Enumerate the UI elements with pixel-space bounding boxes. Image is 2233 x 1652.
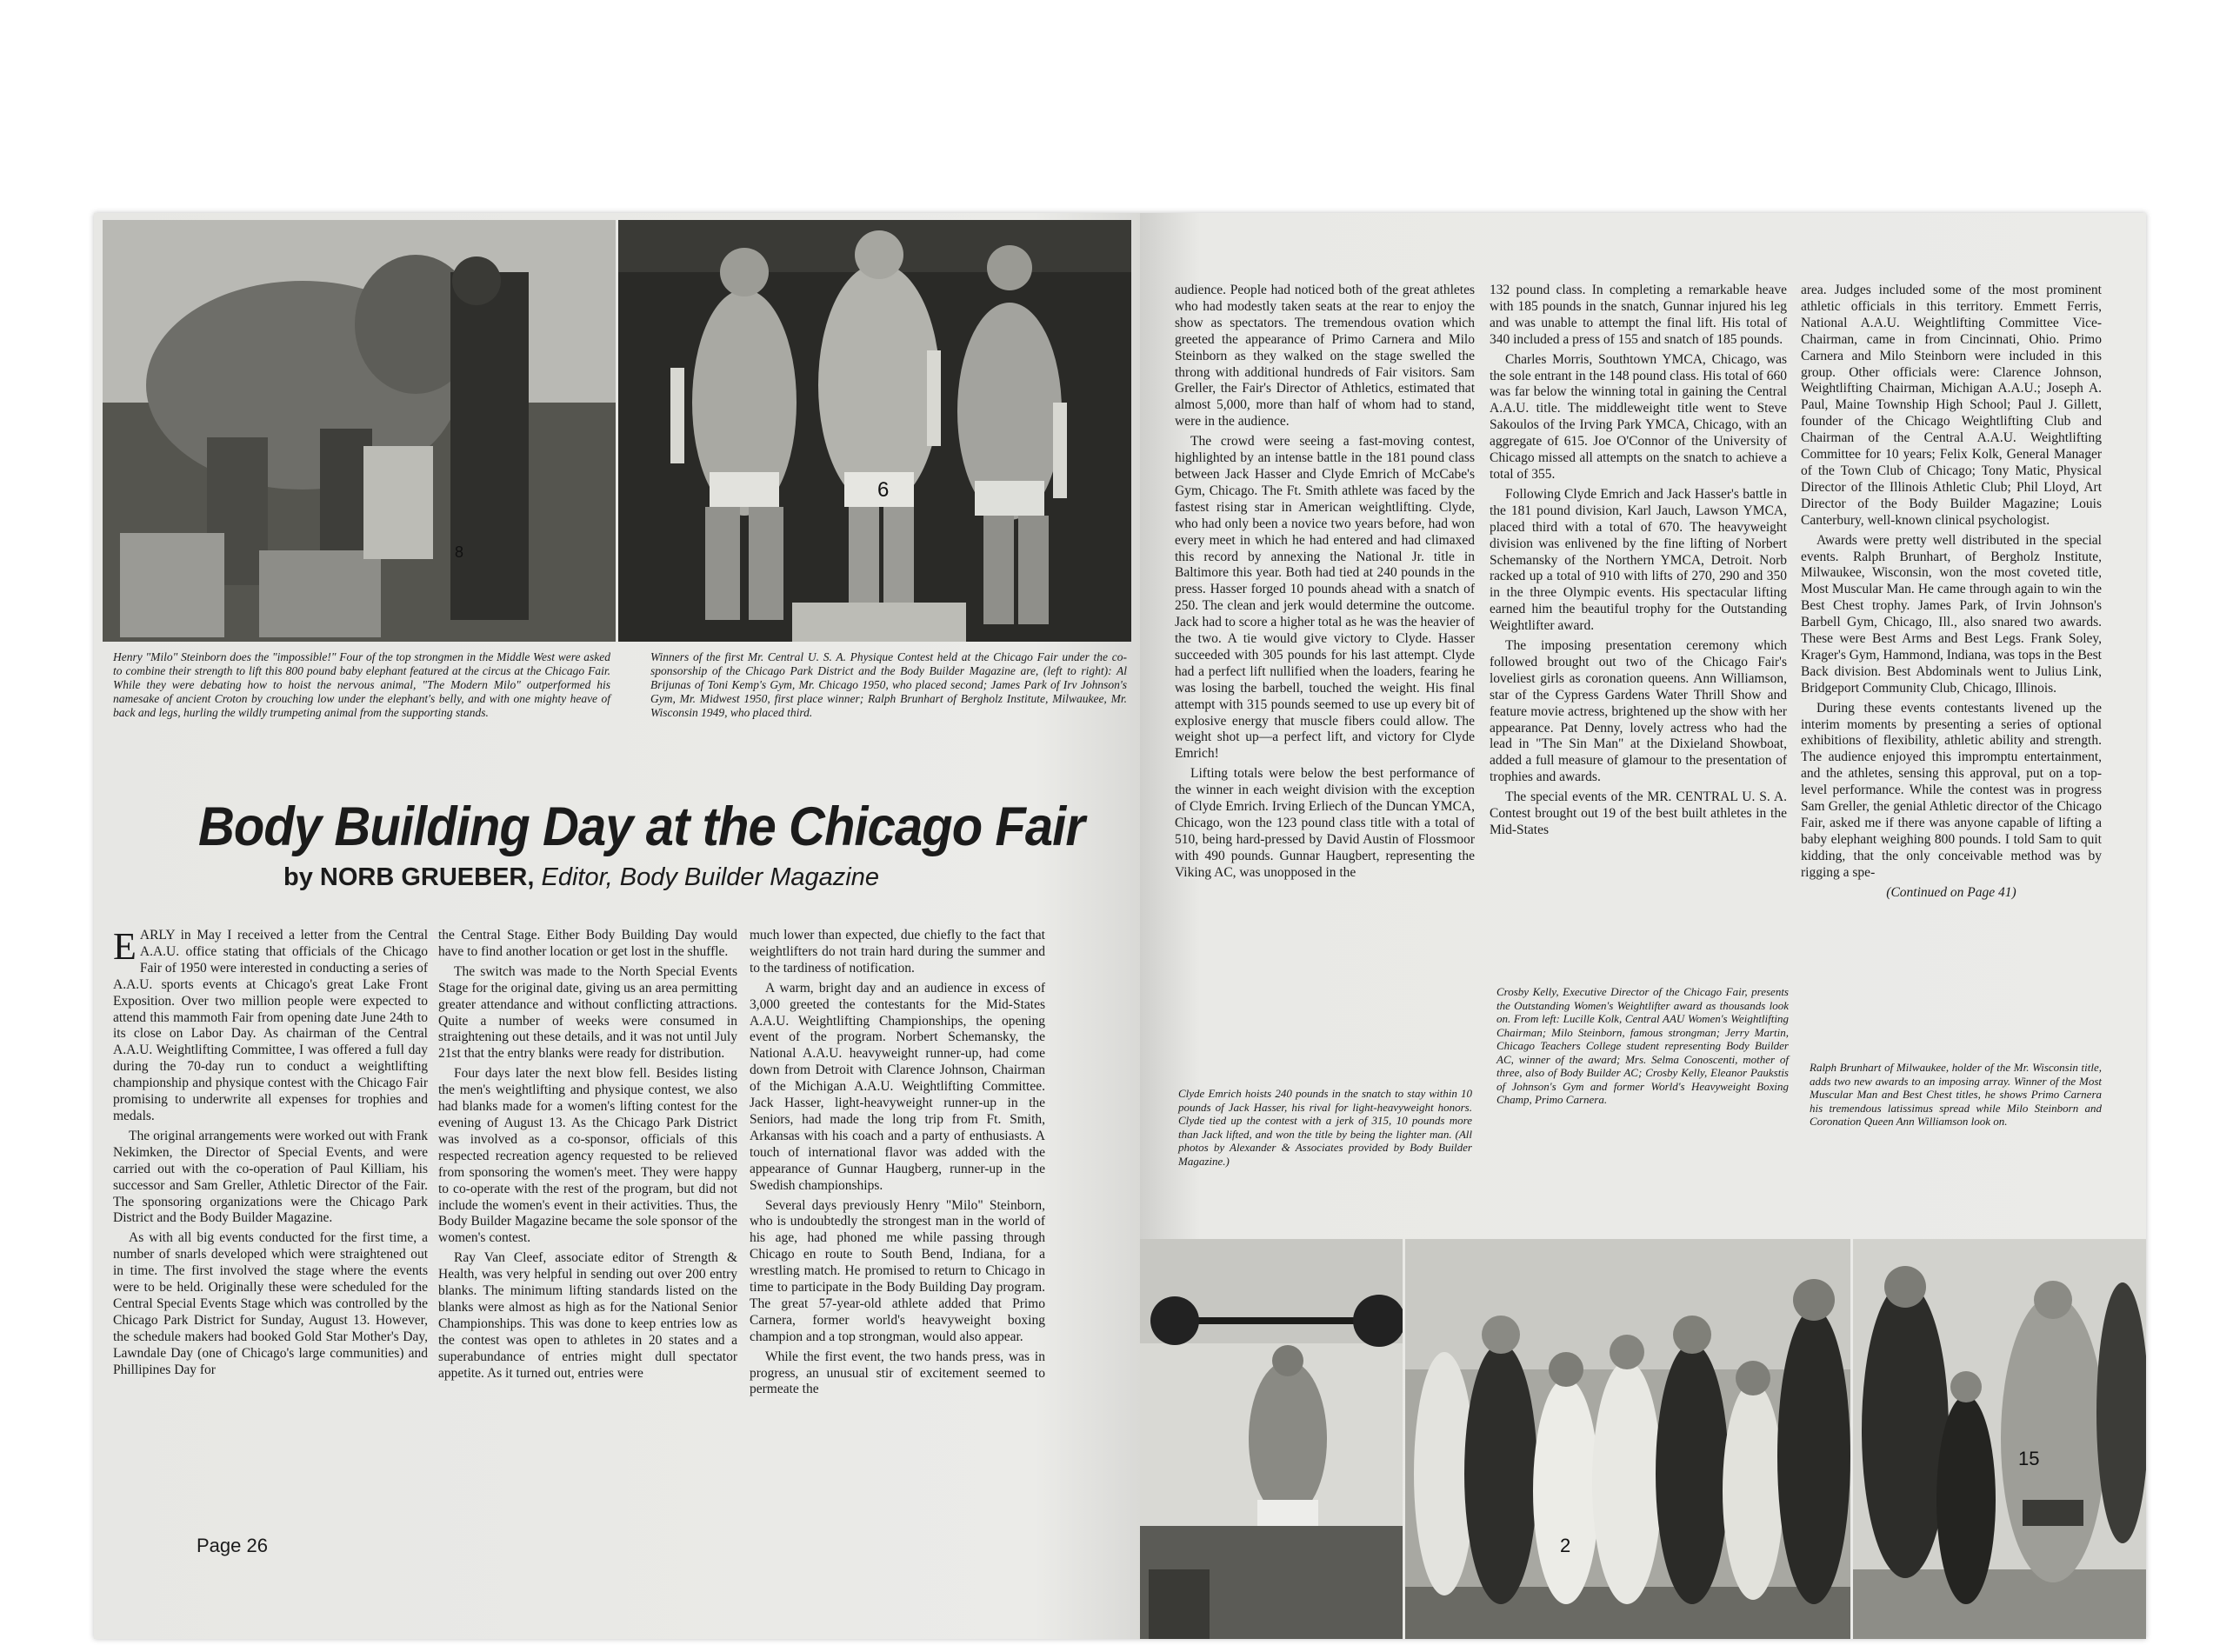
- paragraph: much lower than expected, due chiefly to the fact that weightlifters do not train hard during the summer and to the tardiness of notification.: [750, 928, 1045, 976]
- paragraph: the Central Stage. Either Body Building Day would have to find another location or get lost in the shuffle.: [438, 928, 737, 959]
- physique-winners-photo: [618, 220, 1131, 642]
- article-column-6: [1801, 283, 2102, 905]
- paragraph: Several days previously Henry "Milo" Steinborn, who is undoubtedly the strongest man in the world of his age, had phoned me while passing through Chicago en route to South Bend, Indiana, for a wrestling match. He promised to return to Chicago in time to participate in the Body Building Day program. The great 57-year-old athlete added that Primo Carnera, former world's heavyweight boxing champion and a top strongman, would also appear.: [750, 1197, 1045, 1344]
- byline-role: Editor, Body Builder Magazine: [541, 863, 879, 891]
- paragraph: The imposing presentation ceremony which followed brought out two of the Chicago Fair's loveliest girls as coronation queens. Ann Williamson, star of the Cypress Gardens Water Thrill Show and feature movie actress, brightened up the show with her appearance. Pat Denny, lovely actress who had the lead in "The Sin Man" at the Dixieland Showboat, added a full measure of glamour to the presentation of trophies and awards.: [1490, 638, 1787, 785]
- article-headline: Body Building Day at the Chicago Fair: [198, 796, 1085, 857]
- award-photo-caption: Crosby Kelly, Executive Director of the Chicago Fair, presents the Outstanding Women's Weightlifter award as thousands look on. From left: Lucille Kolk, Central AAU Women's Weightlifting Chairman; Milo Steinborn, famous strongman; Jerry Martin, Chicago Teachers College student representing Body Builder AC, winner of the award; Mrs. Selma Conoscenti, mother of three, also of Body Builder AC; Crosby Kelly, Eleanor Paukstis of Johnson's Gym and former World's Heavyweight Boxing Champ, Primo Carnera.: [1496, 985, 1789, 1106]
- paragraph: audience. People had noticed both of the great athletes who had modestly taken seats at the rear to enjoy the show as spectators. The tremendous ovation which greeted the appearance of Primo Carnera and Milo Steinborn as they walked on the stage swelled the throng with additional hundreds of Fair visitors. Sam Greller, the Fair's Director of Athletics, estimated that almost 5,000, more than half of whom had to stand, were in the audience.: [1175, 283, 1475, 430]
- paragraph: Ray Van Cleef, associate editor of Strength & Health, was very helpful in sending out over 200 entry blanks. The minimum lifting standards listed on the blanks were almost as high as for the National Senior Championships. This was done to keep entries low as the contest was open to athletes in 20 states and a superabundance of entries might dull spectator appetite. As it turned out, entries were: [438, 1250, 737, 1381]
- paragraph: As with all big events conducted for the first time, a number of snarls developed which were straightened out in time. The first involved the stage where the events were to be held. Originally these were scheduled for the Central Special Events Stage which was controlled by the Chicago Park District for Sunday, August 13. However, the schedule makers had booked Gold Star Mother's Day, Lawndale Day (one of Chicago's large communities) and Phillipines Day for: [113, 1230, 428, 1377]
- paragraph: ARLY in May I received a letter from the Central A.A.U. office stating that officials of the Chicago Fair of 1950 were interested in conducting a series of A.A.U. sports events at Chicago's great Lake Front Exposition. Over two million people were expected to attend this mammoth Fair from opening date June 24th to its close on Labor Day. As chairman of the Central A.A.U. Weightlifting Committee, I was offered a full day during the 70-day run to conduct a weightlifting championship and physique contest with the Chicago Fair promising to underwrite all expenses for trophies and medals.: [113, 928, 428, 1123]
- paragraph: Awards were pretty well distributed in the special events. Ralph Brunhart, of Bergholz Institute, Milwaukee, Wisconsin, won the most coveted title, Most Muscular Man. He came through again to win the Best Chest trophy. James Park, of Irvin Johnson's Barbell Gym, Chicago, Ill., also snared two awards. These were Best Arms and Best Legs. Frank Soley, Krager's Gym, Hammond, Indiana, was tops in the Best Back division. Best Abdominals went to Julius Link, Bridgeport Community Club, Chicago, Illinois.: [1801, 532, 2102, 696]
- drop-cap: E: [113, 925, 137, 968]
- paragraph: Charles Morris, Southtown YMCA, Chicago, was the sole entrant in the 148 pound class. His total of 660 was far below the winning total in gaining the Central A.A.U. title. The middleweight title went to Steve Sakoulos of the Irving Park YMCA, Chicago, with an aggregate of 615. Joe O'Connor of the University of Chicago missed all attempts on the snatch to achieve a total of 355.: [1490, 351, 1787, 482]
- article-column-3: [750, 928, 1045, 1402]
- article-column-1: [113, 925, 428, 1382]
- paragraph: While the first event, the two hands press, was in progress, an unusual stir of excitement seemed to permeate the: [750, 1349, 1045, 1397]
- paragraph: During these events contestants livened up the interim moments by presenting a series of optional exhibitions of flexibility, athletic ability and strength. The audience enjoyed this impromptu entertainment, and the athletes, sensing this approval, put on a top-level performance. While the contest was in progress Sam Greller, the genial Athletic director of the Chicago Fair, asked me if there was anyone capable of lifting a baby elephant weighing 800 pounds. I told Sam to quit kidding, that the only conceivable method was by rigging a spe-: [1801, 700, 2102, 880]
- paragraph: Lifting totals were below the best performance of the winner in each weight division with the exception of Clyde Emrich. Irving Erliech of the Duncan YMCA, Chicago, won the 123 pound class title with a total of 510, being hard-pressed by David Austin of Flossmoor with 490 pounds. Gunnar Haugbert, representing the Viking AC, was unopposed in the: [1175, 766, 1475, 880]
- paragraph: The crowd were seeing a fast-moving contest, highlighted by an intense battle in the 181 pound class between Jack Hasser and Clyde Emrich of McCabe's Gym, Chicago. The Ft. Smith athlete was faced by the fastest rising star in American weightlifting. Clyde, who had only been a novice two years before, had won every meet in which he had entered and had climaxed this record by annexing the National Jr. title in Baltimore this year. Both had tied at 240 pounds in the press. Hasser forged 10 pounds ahead with a snatch of 250. The clean and jerk would determine the outcome. Jack had to score a higher total as he was the heavier of the two. A tie would give victory to Clyde. Hasser succeeded with 305 pounds for his last attempt. Clyde had a perfect lift nullified when the loaders, fearing he was losing the barbell, touched the weight. His final attempt with 315 pounds seemed to use up every bit of explosive energy that muscle fibers could allow. The weight shot up—a perfect lift, and victory for Clyde Emrich!: [1175, 434, 1475, 762]
- emrich-snatch-photo: [1140, 1239, 1403, 1639]
- elephant-photo: [103, 220, 616, 642]
- article-column-2: [438, 928, 737, 1385]
- paragraph: 132 pound class. In completing a remarkable heave with 185 pounds in the snatch, Gunnar injured his leg and was unable to attempt the final lift. His total of 340 included a press of 155 and snatch of 185 pounds.: [1490, 283, 1787, 347]
- right-page: [1140, 213, 2146, 1639]
- paragraph: Following Clyde Emrich and Jack Hasser's battle in the 181 pound division, Karl Jauch, Lawson YMCA, placed third with a total of 670. The heavyweight division was enlivened by the fine lifting of Norbert Schemansky of the Northern YMCA, Detroit. Norb racked up a total of 910 with lifts of 270, 290 and 350 in the three Olympic events. His spectacular lifting earned him the beautiful trophy for the Outstanding Weightlifter award.: [1490, 486, 1787, 634]
- article-column-5: [1490, 283, 1787, 843]
- contestant-number: 6: [877, 478, 890, 502]
- magazine-spread: [94, 213, 2146, 1639]
- paragraph: Four days later the next blow fell. Besides listing the men's weightlifting and physique contest, we also had blanks made for a women's lifting contest for the evening of August 13. As the Chicago Park District was involved as a co-sponsor, officials of this respected recreation agency requested to be relieved from sponsoring the women's meet. They were happy to co-operate with the rest of the program, but did not include the women's event in their activities. Thus, the Body Builder Magazine became the sole sponsor of the women's contest.: [438, 1066, 737, 1246]
- brunhart-photo-caption: Ralph Brunhart of Milwaukee, holder of the Mr. Wisconsin title, adds two new awards to an imposing array. Winner of the Most Muscular Man and Best Chest titles, he shows Primo Carnera his tremendous latissimus spread while Milo Steinborn and Coronation Queen Ann Williamson look on.: [1810, 1061, 2102, 1128]
- contestant-number: 2: [1560, 1535, 1571, 1556]
- continued-note: (Continued on Page 41): [1886, 884, 2016, 900]
- article-byline: [283, 863, 879, 892]
- paragraph: area. Judges included some of the most prominent athletic officials in this territory. Emmett Ferris, National A.A.U. Weightlifting Committee Vice-Chairman, came in from Cincinnati, Ohio. Primo Carnera and Milo Steinborn were included in this group. Other officials were: Clarence Johnson, Weightlifting Chairman, Michigan A.A.U.; Joseph A. Paul, Maine Township High School; Paul J. Gillett, founder of the Chicago Weightlifting Club and Chairman of the Central A.A.U. Weightlifting Committee for 10 years; Felix Kolk, General Manager of the Town Club of Chicago; Tony Matic, Physical Director of the Illinois Athletic Club; Phil Lloyd, Art Director of the Body Builder Magazine; Louis Canterbury, well-known clinical psychologist.: [1801, 283, 2102, 528]
- brunhart-pose-photo: [1853, 1239, 2146, 1639]
- byline-author: by NORB GRUEBER,: [283, 863, 535, 891]
- contestant-number: 8: [455, 543, 464, 561]
- elephant-photo-caption: Henry "Milo" Steinborn does the "impossible!" Four of the top strongmen in the Middle West were asked to combine their strength to lift this 800 pound baby elephant featured at the circus at the Chicago Fair. While they were debating how to hoist the nervous animal, "The Modern Milo" outperformed his namesake of ancient Croton by crouching low under the elephant's belly, and with one mighty heave of back and legs, hurling the wildly trumpeting animal from the supporting stands.: [113, 650, 610, 719]
- article-column-4: [1175, 283, 1475, 885]
- emrich-photo-caption: Clyde Emrich hoists 240 pounds in the snatch to stay within 10 pounds of Jack Hasser, his rival for light-heavyweight honors. Clyde tied up the contest with a jerk of 315, 10 pounds more than Jack lifted, and won the title by being the lighter man. (All photos by Alexander & Associates provided by Body Builder Magazine.): [1178, 1087, 1472, 1168]
- paragraph: The switch was made to the North Special Events Stage for the original date, giving us an area permitting greater attendance and without conflicting attractions. Quite a number of weeks were consumed in straightening out these details, and it was not until July 21st that the entry blanks were ready for distribution.: [438, 963, 737, 1062]
- winners-photo-caption: Winners of the first Mr. Central U. S. A. Physique Contest held at the Chicago Fair under the co-sponsorship of the Chicago Park District and the Body Builder Magazine are, (left to right): Al Brijunas of Toni Kemp's Gym, Mr. Chicago 1950, who placed second; James Park of Irv Johnson's Gym, Mr. Midwest 1950, first place winner; Ralph Brunhart of Bergholz Institute, Milwaukee, Mr. Wisconsin 1949, who placed third.: [650, 650, 1127, 719]
- paragraph: The original arrangements were worked out with Frank Nekimken, the Director of Special Events, and were carried out with the co-operation of Paul Killiam, his successor and Sam Greller, Athletic Director of the Fair. The sponsoring organizations were the Chicago Park District and the Body Builder Magazine.: [113, 1128, 428, 1226]
- left-page: [94, 213, 1140, 1639]
- award-ceremony-photo: [1405, 1239, 1850, 1639]
- contestant-number: 15: [2018, 1448, 2040, 1469]
- page-number: Page 26: [197, 1535, 268, 1556]
- paragraph: A warm, bright day and an audience in excess of 3,000 greeted the contestants for the Mid-States A.A.U. Weightlifting Championships, the opening event of the program. Norbert Schemansky, the National A.A.U. heavyweight runner-up, had come down from Detroit with Clarence Johnson, Chairman of the Michigan A.A.U. Weightlifting Committee. Jack Hasser, light-heavyweight runner-up in the Seniors, had made the long trip from Ft. Smith, Arkansas with his coach and a party of enthusiasts. A touch of international flavor was added with the appearance of Gunnar Haugberg, runner-up in the Swedish championships.: [750, 980, 1045, 1193]
- paragraph: The special events of the MR. CENTRAL U. S. A. Contest brought out 19 of the best built athletes in the Mid-States: [1490, 789, 1787, 837]
